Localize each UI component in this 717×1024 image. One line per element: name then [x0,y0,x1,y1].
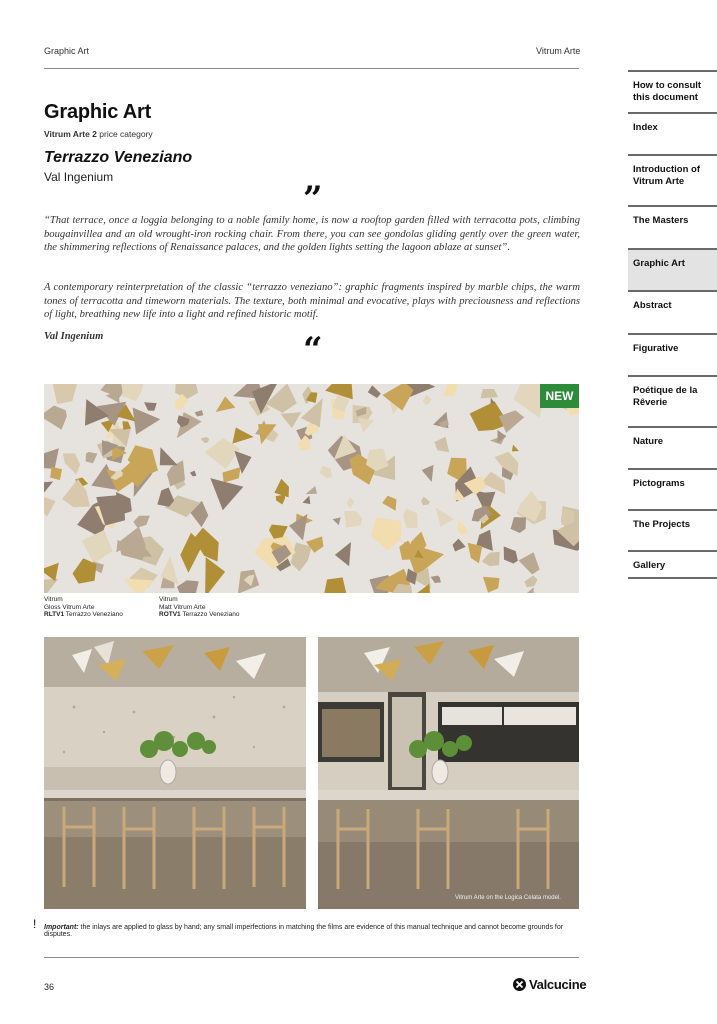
caption-finish: Gloss Vitrum Arte [44,603,95,611]
swatch-caption-gloss [44,596,123,619]
kitchen-photo-right [318,637,579,909]
terrazzo-fragment [73,558,97,583]
nav-item-nature[interactable]: Nature [628,426,717,468]
nav-item-index[interactable]: Index [628,112,717,154]
nav-item-figurative[interactable]: Figurative [628,333,717,375]
brand-name: Valcucine [529,977,587,992]
caption-material: Vitrum [159,596,178,603]
terrazzo-fragment [431,576,441,583]
quote-paragraph-1: “That terrace, once a loggia belonging to a noble family home, is now a rooftop garden filled with terracotta pots, climbing bougainvillea and an old wrought-iron rocking chair. From there, you can see gondolas gliding gently over the green water, the shimmering reflections of Renaissance palaces, and the golden lights setting the lagoon ablaze at sunset”. [44,215,580,253]
important-label: Important: [44,924,79,931]
nav-item-the-projects[interactable]: The Projects [628,509,717,550]
nav-item-pictograms[interactable]: Pictograms [628,468,717,509]
nav-item-gallery[interactable]: Gallery [628,550,717,579]
terrazzo-pattern-swatch [44,384,579,593]
terrazzo-fragment [122,421,131,430]
caption-material: Vitrum [44,596,63,603]
quote-signature: Val Ingenium [44,331,104,342]
caption-code: ROTV1 [159,611,181,619]
nav-item-poetique[interactable]: Poétique de la Rêverie [628,375,717,426]
quote-paragraph-2: A contemporary reinterpretation of the classic “terrazzo veneziano”: graphic fragments inspired by marble chips, the warm tones of terracotta and timeworn materials. The texture, both minimal and evocative, plays with preciousness and reflections of light, breathing new life into a light and refined historic motif. [44,282,580,320]
terrazzo-fragment [436,507,454,526]
header-divider [44,68,579,69]
terrazzo-fragment [52,384,78,404]
terrazzo-fragment [44,563,59,582]
terrazzo-fragment [519,552,540,574]
terrazzo-fragment [120,384,146,401]
price-category-name: Vitrum Arte 2 [44,129,97,139]
terrazzo-fragment [457,521,468,535]
terrazzo-fragment [175,384,198,399]
terrazzo-fragment [403,508,417,528]
header-collection-title: Vitrum Arte [536,46,581,56]
terrazzo-fragment [133,408,161,435]
terrazzo-fragment [205,557,225,593]
photo-caption: Vitrum Arte on the Logica Celata model. [455,895,561,901]
terrazzo-fragment [511,517,526,533]
terrazzo-fragment [306,486,318,494]
page-number: 36 [44,982,55,992]
terrazzo-fragment [524,587,534,593]
terrazzo-fragment [216,396,236,412]
terrazzo-fragment [177,580,199,593]
terrazzo-fragment [333,517,341,525]
caption-code: RLTV1 [44,611,65,619]
terrazzo-fragment [276,495,285,505]
terrazzo-fragment [280,412,301,428]
terrazzo-fragment [320,466,333,478]
terrazzo-fragment [274,479,289,498]
terrazzo-fragment [291,543,312,572]
price-category-suffix: price category [96,129,153,139]
terrazzo-fragment [499,410,524,433]
price-category [44,129,153,139]
brand-logo [513,977,586,992]
nav-item-introduction[interactable]: Introduction of Vitrum Arte [628,154,717,205]
nav-item-the-masters[interactable]: The Masters [628,205,717,248]
terrazzo-fragment [86,452,98,463]
terrazzo-fragment [482,552,500,567]
important-text: the inlays are applied to glass by hand; any small imperfections in matching the films are evidence of this manual technique and cannot become grounds for disputes. [44,924,564,938]
product-name: Terrazzo Veneziano [44,149,193,166]
terrazzo-fragment [223,467,241,483]
terrazzo-fragment [82,530,113,563]
nav-item-how-to-consult[interactable]: How to consult this document [628,70,717,112]
terrazzo-fragment [512,445,519,452]
terrazzo-pattern-graphic [44,384,579,593]
terrazzo-fragment [335,542,351,566]
terrazzo-fragment [160,447,178,465]
terrazzo-fragment [368,385,381,398]
new-badge: NEW [540,384,579,408]
terrazzo-fragment [50,467,62,480]
terrazzo-fragment [382,496,396,511]
important-note [44,924,584,938]
terrazzo-fragment [525,576,538,588]
terrazzo-fragment [422,465,434,482]
terrazzo-fragment [481,389,499,398]
terrazzo-fragment [44,482,53,499]
swatch-caption-matt [159,596,239,619]
terrazzo-fragment [358,418,374,433]
nav-item-abstract[interactable]: Abstract [628,290,717,333]
caption-finish: Matt Vitrum Arte [159,603,206,611]
terrazzo-fragment [344,511,362,528]
terrazzo-fragment [382,384,413,411]
nav-item-graphic-art[interactable]: Graphic Art [628,248,717,290]
terrazzo-fragment [194,528,219,562]
product-designer: Val Ingenium [44,170,114,184]
terrazzo-fragment [301,398,323,427]
caption-product [159,611,239,619]
caption-name: Terrazzo Veneziano [180,611,240,619]
open-quote-mark: ” [303,179,323,219]
terrazzo-fragment [201,437,210,443]
terrazzo-fragment [44,448,59,469]
page-title: Graphic Art [44,101,152,123]
terrazzo-fragment [144,402,157,411]
terrazzo-fragment [421,497,430,506]
terrazzo-fragment [423,395,432,405]
terrazzo-fragment [434,437,449,453]
section-nav [628,70,717,579]
terrazzo-fragment [133,516,150,528]
caption-product [44,611,123,619]
terrazzo-fragment [190,471,196,477]
terrazzo-fragment [44,496,56,517]
close-quote-mark: “ [303,330,323,370]
terrazzo-fragment [371,518,401,551]
terrazzo-fragment [195,410,204,416]
terrazzo-fragment [44,406,67,430]
header-section-title: Graphic Art [44,46,90,56]
kitchen-photo-left [44,637,306,909]
terrazzo-fragment [483,577,500,593]
terrazzo-fragment [347,497,355,508]
terrazzo-fragment [481,472,505,495]
terrazzo-fragment [443,384,457,396]
terrazzo-fragment [210,478,243,510]
terrazzo-fragment [504,546,518,563]
terrazzo-fragment [453,539,466,552]
terrazzo-fragment [323,577,348,593]
important-exclamation: ! [33,917,37,931]
terrazzo-fragment [63,453,80,474]
caption-name: Terrazzo Veneziano [64,611,123,619]
terrazzo-fragment [414,584,431,593]
footer-divider [44,957,579,958]
terrazzo-fragment [44,579,58,593]
valcucine-logo-icon [513,978,526,991]
terrazzo-fragment [232,428,253,444]
terrazzo-fragment [303,496,311,504]
terrazzo-fragment [468,543,483,564]
